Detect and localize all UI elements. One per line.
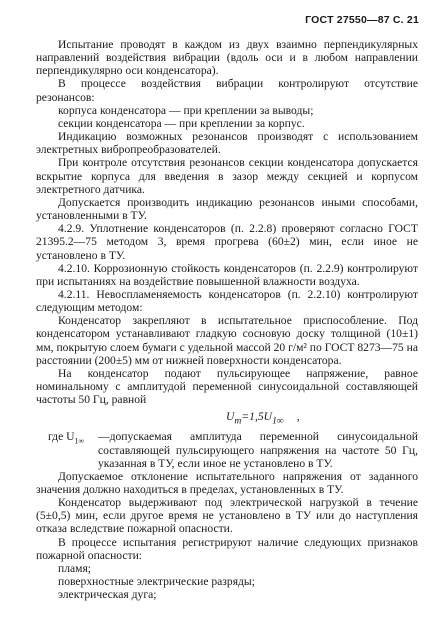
formula-lhs-subscript: m [234,415,242,427]
list-item-flame: пламя; [58,561,92,575]
paragraph-fire-signs: В процессе испытания регистрируют наличие следующих признаков пожарной опасности: [36,535,418,562]
list-item-surface-discharges: поверхностные электрические разряды; [58,575,255,589]
paragraph-case-resonance: корпуса конденсатора — при креплении за выводы; [58,103,314,117]
formula-rhs: =1,5U [241,410,273,424]
paragraph-fixture: Конденсатор закрепляют в испытательное приспособление. Под конденсатором устанавливают гладкую сосновую доску толщиной (10±1) мм, покрытую слоем бумаги с удельной массой 20 г/м² по ГОСТ 8273—75 на расстоянии (200±5) мм от нижней поверхности конденсатора. [36,314,418,367]
paragraph-4-2-11: 4.2.11. Невоспламеняемость конденсаторов (п. 2.2.10) контролируют следующим методом: [36,287,418,315]
formula-tail: , [296,410,300,424]
paragraph-resonance-indication: Индикацию возможных резонансов производят с использованием электретных вибропреобразователей. [36,130,418,157]
formula-rhs-subscript: 1∞ [272,415,284,427]
paragraph-resonance-control: В процессе воздействия вибрации контролируют отсутствие резонансов: [36,77,418,104]
formula-lhs: U [226,410,235,424]
paragraph-case-opening: При контроле отсутствия резонансов секции конденсатора допускается вскрытие корпуса для введения в зазор между секцией и корпусом электретного датчика. [36,156,418,196]
paragraph-load-duration: Конденсатор выдерживают под электрической нагрузкой в течение (5±0,5) мин, если другое время не установлено в ТУ или до наступления отказа вследствие пожарной опасности. [36,496,418,536]
legend-text: —допускаемая амплитуда переменной синусоидальной составляющей пульсирующего напряжения на частоте 50 Гц, указанная в ТУ, если иное не установлено в ТУ. [98,430,418,470]
paragraph-voltage-tolerance: Допускаемое отклонение испытательного напряжения от заданного значения должно находиться в пределах, установленных в ТУ. [36,469,418,496]
paragraph-4-2-9: 4.2.9. Уплотнение конденсаторов (п. 2.2.8) проверяют согласно ГОСТ 21395.2—75 методом 3, время прогрева (60±2) мин, если иное не установлено в ТУ. [36,222,418,262]
legend-symbol [36,430,98,469]
paragraph-4-2-10: 4.2.10. Коррозионную стойкость конденсаторов (п. 2.2.9) контролируют при испытаниях на воздействие повышенной влажности воздуха. [36,261,418,288]
paragraph-other-methods: Допускается производить индикацию резонансов иными способами, установленными в ТУ. [36,195,418,223]
page-header: ГОСТ 27550—87 С. 21 [305,14,419,26]
paragraph-section-resonance: секции конденсатора — при креплении за корпус. [58,116,305,130]
formula-legend [36,430,418,469]
document-body [36,38,418,601]
legend-subscript: 1∞ [74,436,85,446]
list-item-electric-arc: электрическая дуга; [58,588,157,602]
formula [36,410,418,426]
legend-label: где U [48,430,75,444]
paragraph-voltage: На конденсатор подают пульсирующее напряжение, равное номинальному с амплитудой переменной синусоидальной составляющей частоты 50 Гц, равной [36,366,418,407]
paragraph-vibration-test: Испытание проводят в каждом из двух взаимно перпендикулярных направлений воздействия вибрации (вдоль оси и в любом направлении перпендикулярно оси конденсатора). [36,38,418,78]
